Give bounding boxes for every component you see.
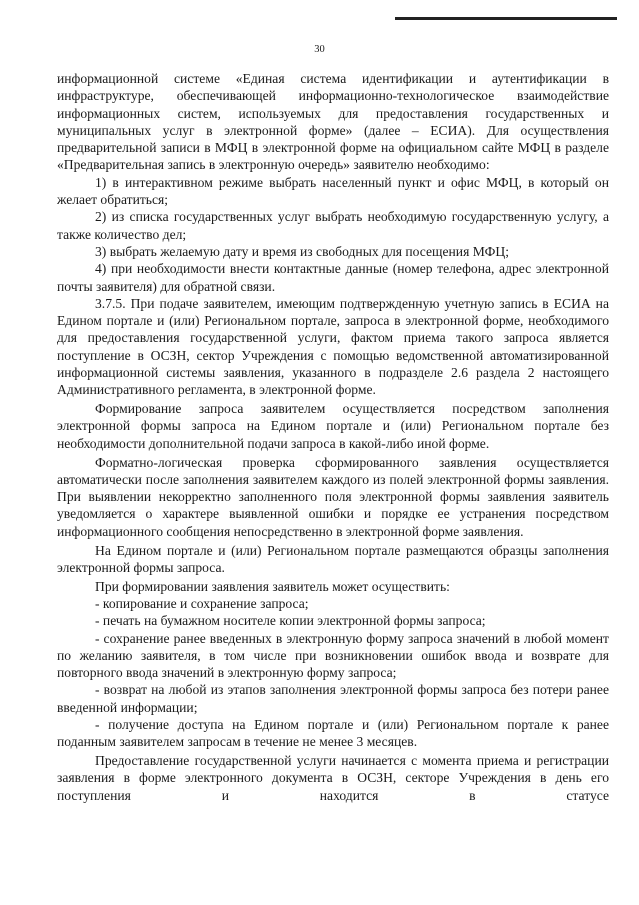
list-item: - печать на бумажном носителе копии электронной формы запроса; — [95, 613, 486, 629]
list-item: 3) выбрать желаемую дату и время из свободных для посещения МФЦ; — [95, 243, 509, 259]
header-rule — [395, 17, 617, 20]
list-item: 1) в интерактивном режиме выбрать населенный пункт и офис МФЦ, в который он желает обратиться; — [57, 174, 609, 208]
list-item: - получение доступа на Едином портале и (или) Региональном портале к ранее поданным заявителем запросам в течение не менее 3 месяцев. — [57, 716, 609, 750]
page-number: 30 — [314, 44, 325, 55]
paragraph: При формировании заявления заявитель может осуществить: — [95, 578, 450, 594]
paragraph: Предоставление государственной услуги начинается с момента приема и регистрации заявления в форме электронного документа в ОСЗН, секторе Учреждения в день его поступления и находится в статусе — [57, 753, 609, 803]
paragraph: Форматно-логическая проверка сформированного заявления осуществляется автоматически после заполнения заявителем каждого из полей электронной формы заявления. При выявлении некорректно заполненного поля электронной формы заявления заявитель уведомляется о характере выявленной ошибки и порядке ее устранения посредством информационного сообщения непосредственно в электронной форме заявления. — [57, 454, 609, 539]
list-item: 4) при необходимости внести контактные данные (номер телефона, адрес электронной почты заявителя) для обратной связи. — [57, 261, 609, 294]
list-item: - копирование и сохранение запроса; — [95, 595, 309, 611]
paragraph: Формирование запроса заявителем осуществляется посредством заполнения электронной формы запроса на Едином портале и (или) Региональном портале без необходимости дополнительной подачи запроса в какой-либо иной форме. — [57, 401, 609, 451]
list-item: 2) из списка государственных услуг выбрать необходимую государственную услугу, а также количество дел; — [57, 209, 609, 242]
paragraph: информационной системе «Единая система идентификации и аутентификации в инфраструктуре, обеспечивающей информационно-технологическое взаимодействие информационных систем, используемых для предоставления государственных и муниципальных услуг в электронной форме» (далее – ЕСИА). Для осуществления предварительной записи в МФЦ в электронной форме на официальном сайте МФЦ в разделе «Предварительная запись в электронную очередь» заявителю необходимо: — [57, 71, 609, 173]
list-item: - сохранение ранее введенных в электронную форму запроса значений в любой момент по желанию заявителя, в том числе при возникновении ошибок ввода и возврате для повторного ввода значений в электронную форму запроса; — [57, 630, 609, 681]
paragraph: 3.7.5. При подаче заявителем, имеющим подтвержденную учетную запись в ЕСИА на Едином портале и (или) Региональном портале, запроса в электронной форме, необходимого для предоставления государственной услуги, фактом приема такого запроса является поступление в ОСЗН, сектор Учреждения с помощью ведомственной автоматизированной информационной системы заявления, указанного в подразделе 2.6 раздела 2 настоящего Административного регламента, в электронной форме. — [57, 295, 609, 398]
document-body — [57, 70, 609, 804]
paragraph: На Едином портале и (или) Региональном портале размещаются образцы заполнения электронной формы запроса. — [57, 542, 609, 575]
list-item: - возврат на любой из этапов заполнения электронной формы запроса без потери ранее введенной информации; — [57, 682, 609, 715]
